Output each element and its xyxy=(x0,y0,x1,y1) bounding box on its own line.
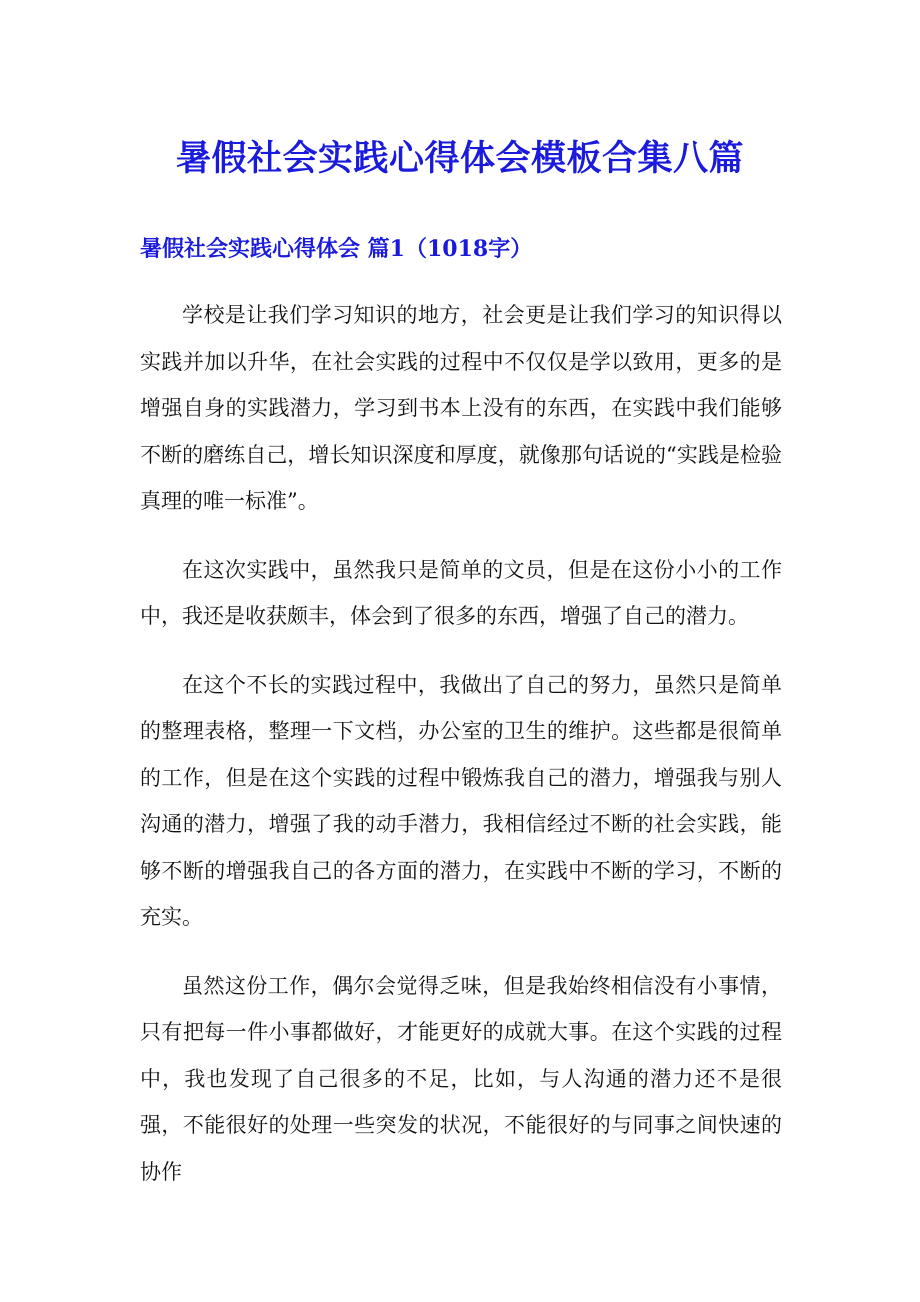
section-heading: 暑假社会实践心得体会 篇1（1018字） xyxy=(140,236,533,262)
paragraph: 虽然这份工作，偶尔会觉得乏味，但是我始终相信没有小事情，只有把每一件小事都做好，才能更好的成就大事。在这个实践的过程中，我也发现了自己很多的不足，比如，与人沟通的潜力还不是很强，不能很好的处理一些突发的状况，不能很好的与同事之间快速的协作 xyxy=(140,973,782,1184)
document-title: 暑假社会实践心得体会模板合集八篇 xyxy=(175,138,744,179)
document-body xyxy=(140,292,782,1217)
paragraph: 在这次实践中，虽然我只是简单的文员，但是在这份小小的工作中，我还是收获颇丰，体会到了很多的东西，增强了自己的潜力。 xyxy=(140,557,782,628)
paragraph: 在这个不长的实践过程中，我做出了自己的努力，虽然只是简单的整理表格，整理一下文档，办公室的卫生的维护。这些都是很简单的工作，但是在这个实践的过程中锻炼我自己的潜力，增强我与别人沟通的潜力，增强了我的动手潜力，我相信经过不断的社会实践，能够不断的增强我自己的各方面的潜力，在实践中不断的学习，不断的充实。 xyxy=(140,672,782,929)
paragraph: 学校是让我们学习知识的地方，社会更是让我们学习的知识得以实践并加以升华，在社会实践的过程中不仅仅是学以致用，更多的是增强自身的实践潜力，学习到书本上没有的东西，在实践中我们能够不断的磨练自己，增长知识深度和厚度，就像那句话说的“实践是检验真理的唯一标准”。 xyxy=(140,303,782,513)
